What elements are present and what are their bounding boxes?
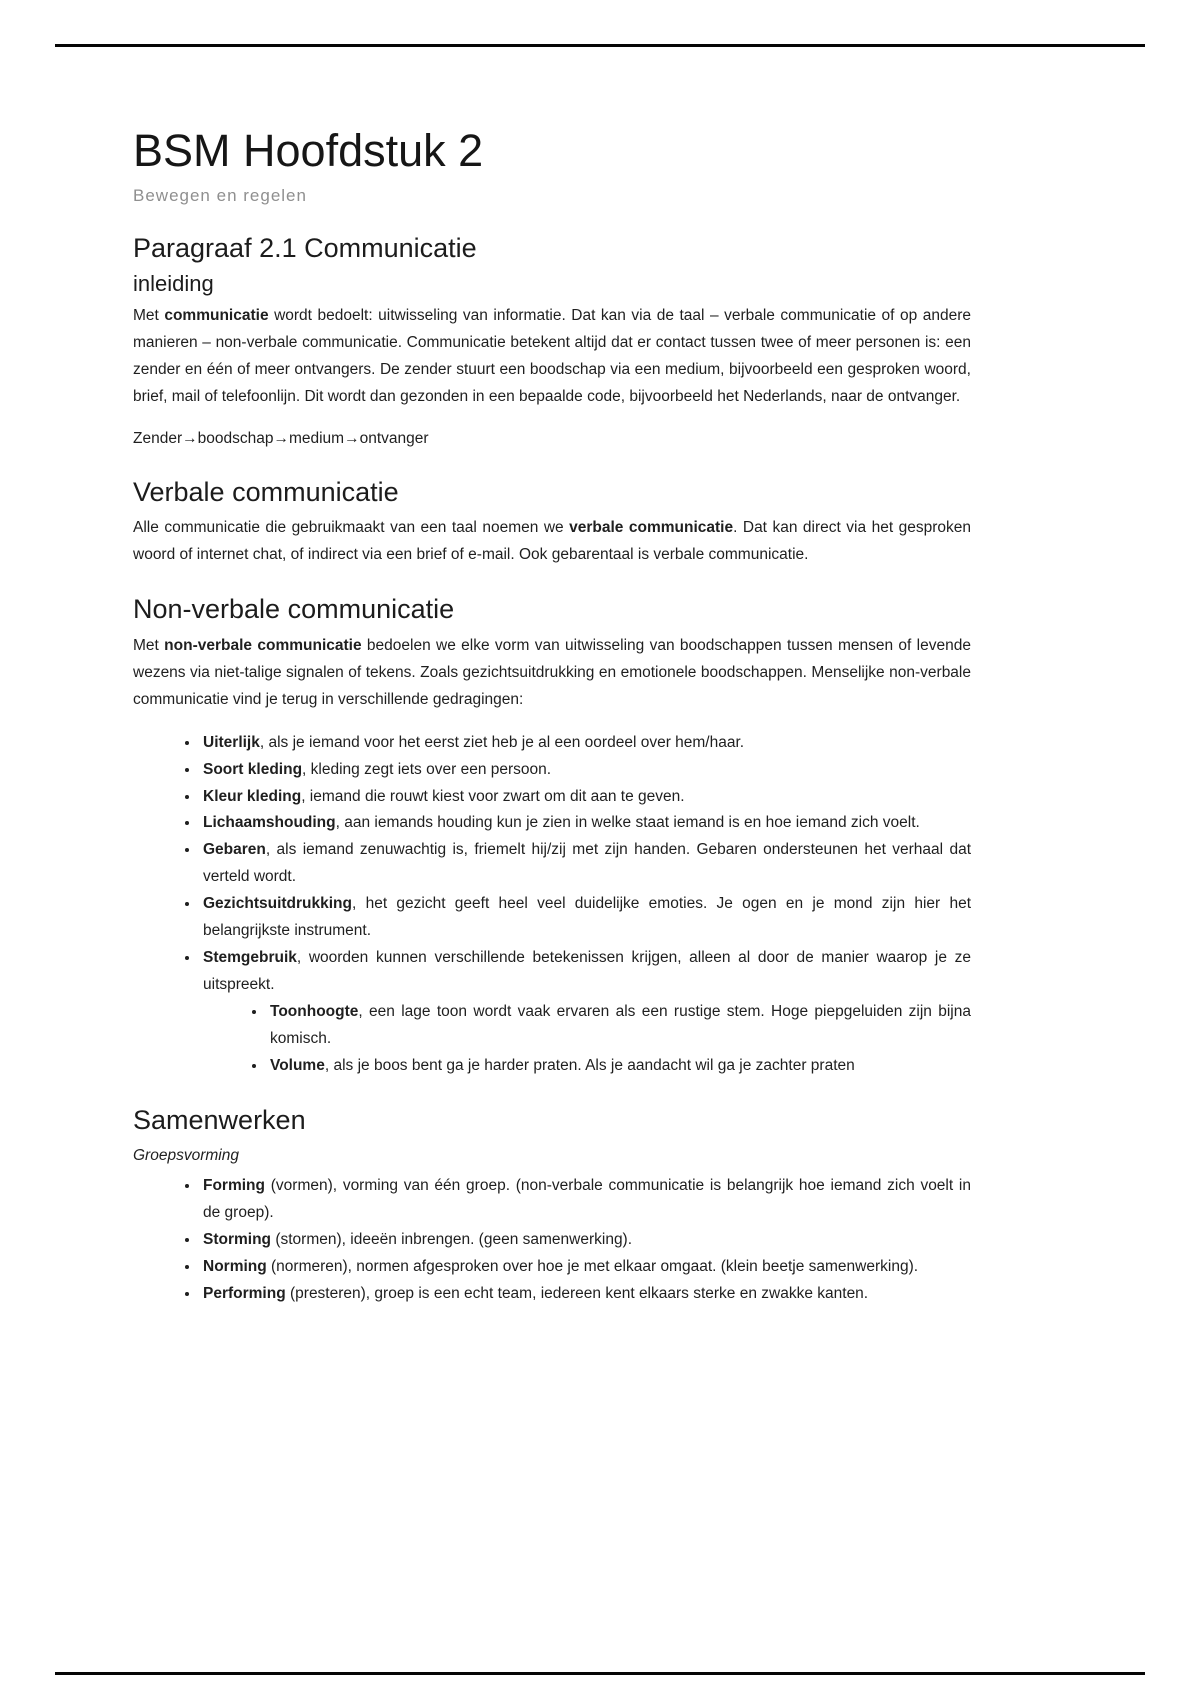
bold-term: Performing (203, 1284, 286, 1302)
text-run: bedoelen we elke vorm van uitwisseling van boodschappen tussen mensen of levende wezens via niet-talige signalen of tekens. Zoals gezichtsuitdrukking en emotionele boodschappen. Menselijke non-verbale communicatie vind je terug in verschillende gedragingen: (133, 636, 971, 708)
text-run: , aan iemands houding kun je zien in welke staat iemand is en hoe iemand zich voelt. (335, 814, 920, 832)
list-item (267, 999, 971, 1053)
stemgebruik-sub-list (203, 999, 971, 1080)
text-run: wordt bedoelt: uitwisseling van informatie. Dat kan via de taal – verbale communicatie of op andere manieren – non-verbale communicatie. Communicatie betekent altijd dat er contact tussen twee of meer personen is: een zender en één of meer ontvangers. De zender stuurt een boodschap via een medium, bijvoorbeeld een gesproken woord, brief, mail of telefoonlijn. Dit wordt dan gezonden in een bepaalde code, bijvoorbeeld het Nederlands, naar de ontvanger. (133, 307, 971, 406)
bold-term: Forming (203, 1176, 265, 1194)
text-run: (vormen), vorming van één groep. (non-verbale communicatie is belangrijk hoe iemand zich voelt in de groep). (203, 1176, 971, 1221)
list-item (200, 1173, 971, 1227)
list-item (200, 810, 971, 837)
list-item (200, 1254, 971, 1281)
list-item (200, 1227, 971, 1254)
list-item (267, 1053, 971, 1080)
heading-paragraaf-2-1: Paragraaf 2.1 Communicatie (133, 232, 477, 263)
text-run: (presteren), groep is een echt team, iedereen kent elkaars sterke en zwakke kanten. (285, 1284, 869, 1302)
groepsvorming-label: Groepsvorming (133, 1146, 239, 1164)
heading-non-verbale-communicatie: Non-verbale communicatie (133, 594, 455, 625)
page-subtitle: Bewegen en regelen (133, 185, 307, 205)
text-run: , het gezicht geeft heel veel duidelijke emoties. Je ogen en je mond zijn hier het belangrijkste instrument. (203, 895, 971, 940)
top-border-line (55, 44, 1145, 47)
bold-term: Soort kleding (203, 760, 303, 778)
bold-term: non-verbale communicatie (164, 636, 362, 654)
text-run: , kleding zegt iets over een persoon. (302, 760, 552, 778)
bold-term: Stemgebruik (203, 949, 297, 967)
bold-term: Volume (270, 1057, 325, 1075)
bold-term: Gezichtsuitdrukking (203, 895, 352, 913)
text-run: (stormen), ideeën inbrengen. (geen samenwerking). (271, 1230, 633, 1248)
text-run: , een lage toon wordt vaak ervaren als een rustige stem. Hoge piepgeluiden zijn bijna komisch. (270, 1003, 971, 1048)
bold-term: Storming (203, 1230, 272, 1248)
text-run: , als iemand zenuwachtig is, friemelt hij/zij met zijn handen. Gebaren ondersteunen het verhaal dat verteld wordt. (203, 841, 971, 886)
bottom-border-line (55, 1672, 1145, 1675)
samenwerken-bullet-list (133, 1173, 971, 1308)
text-run: . Dat kan direct via het gesproken woord of internet chat, of indirect via een brief of e-mail. Ook gebarentaal is verbale communicatie. (133, 519, 971, 564)
list-item (200, 784, 971, 811)
bold-term: Gebaren (203, 841, 266, 859)
paragraph-verbale (133, 515, 971, 569)
bold-term: Lichaamshouding (203, 814, 336, 832)
text-run: , iemand die rouwt kiest voor zwart om dit aan te geven. (301, 787, 685, 805)
text-run: , als je boos bent ga je harder praten. Als je aandacht wil ga je zachter praten (324, 1057, 855, 1075)
list-item (200, 945, 971, 1080)
document-page (133, 126, 971, 1324)
text-run: (normeren), normen afgesproken over hoe je met elkaar omgaat. (klein beetje samenwerking). (266, 1257, 919, 1275)
list-item (200, 1281, 971, 1308)
bold-term: verbale communicatie (569, 519, 734, 537)
bold-term: Kleur kleding (203, 787, 302, 805)
bold-term: Norming (203, 1257, 267, 1275)
list-item (200, 757, 971, 784)
heading-verbale-communicatie: Verbale communicatie (133, 476, 399, 507)
page-title: BSM Hoofdstuk 2 (133, 125, 484, 176)
nonverbal-bullet-list (133, 730, 971, 1081)
heading-samenwerken: Samenwerken (133, 1105, 306, 1136)
heading-inleiding: inleiding (133, 270, 214, 296)
paragraph-inleiding (133, 303, 971, 411)
text-run: Alle communicatie die gebruikmaakt van een taal noemen we (133, 519, 570, 537)
communication-flow-line: Zender→boodschap→medium→ontvanger (133, 430, 429, 448)
text-run: , woorden kunnen verschillende betekenissen krijgen, alleen al door de manier waarop je ze uitspreekt. (203, 949, 971, 994)
text-run: Met (133, 307, 165, 325)
list-item (200, 730, 971, 757)
bold-term: communicatie (164, 307, 269, 325)
bold-term: Toonhoogte (270, 1003, 359, 1021)
list-item (200, 891, 971, 945)
text-run: , als je iemand voor het eerst ziet heb je al een oordeel over hem/haar. (259, 733, 745, 751)
bold-term: Uiterlijk (203, 733, 260, 751)
list-item (200, 837, 971, 891)
text-run: Met (133, 636, 165, 654)
paragraph-non-verbale (133, 633, 971, 714)
